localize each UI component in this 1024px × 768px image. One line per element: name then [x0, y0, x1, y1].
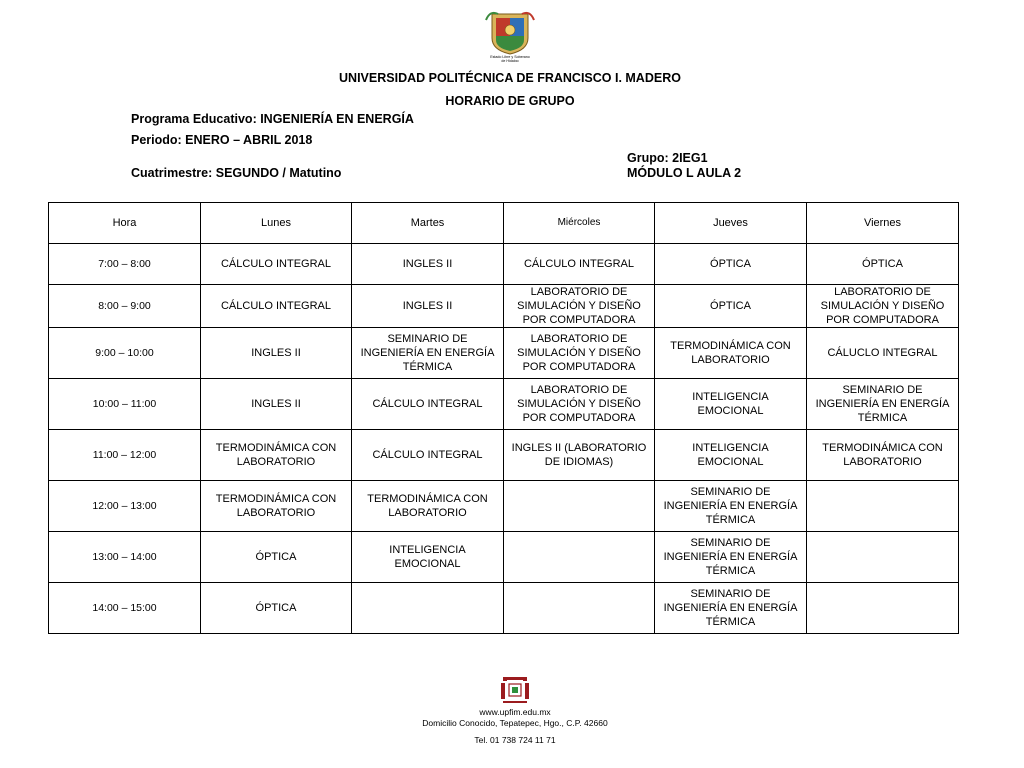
class-cell [352, 583, 504, 634]
period-label: Periodo: ENERO – ABRIL 2018 [131, 133, 313, 147]
class-cell: CÁLCULO INTEGRAL [201, 244, 352, 285]
table-row [49, 328, 959, 379]
time-cell: 9:00 – 10:00 [49, 328, 201, 379]
header-martes: Martes [352, 203, 504, 244]
state-coat-of-arms-icon [484, 8, 536, 62]
class-cell [504, 481, 655, 532]
location-label: MÓDULO L AULA 2 [627, 166, 742, 180]
class-cell: SEMINARIO DE INGENIERÍA EN ENERGÍA TÉRMICA [655, 532, 807, 583]
time-cell: 14:00 – 15:00 [49, 583, 201, 634]
class-cell [807, 481, 959, 532]
footer-address: Domicilio Conocido, Tepatepec, Hgo., C.P. 42660 [422, 718, 608, 728]
table-row [49, 285, 959, 328]
class-cell: CÁLUCLO INTEGRAL [807, 328, 959, 379]
class-cell: LABORATORIO DE SIMULACIÓN Y DISEÑO POR COMPUTADORA [504, 379, 655, 430]
class-cell: TERMODINÁMICA CON LABORATORIO [201, 481, 352, 532]
header-miercoles: Miércoles [504, 203, 655, 244]
table-row [49, 481, 959, 532]
class-cell: SEMINARIO DE INGENIERÍA EN ENERGÍA TÉRMICA [352, 328, 504, 379]
class-cell: LABORATORIO DE SIMULACIÓN Y DISEÑO POR COMPUTADORA [504, 285, 655, 328]
class-cell: LABORATORIO DE SIMULACIÓN Y DISEÑO POR COMPUTADORA [807, 285, 959, 328]
time-cell: 13:00 – 14:00 [49, 532, 201, 583]
header-lunes: Lunes [201, 203, 352, 244]
class-cell: INGLES II [201, 379, 352, 430]
class-cell: SEMINARIO DE INGENIERÍA EN ENERGÍA TÉRMICA [655, 481, 807, 532]
class-cell: ÓPTICA [201, 532, 352, 583]
schedule-title: HORARIO DE GRUPO [445, 94, 575, 108]
time-cell: 12:00 – 13:00 [49, 481, 201, 532]
class-cell: ÓPTICA [655, 285, 807, 328]
table-row [49, 532, 959, 583]
table-row [49, 379, 959, 430]
class-cell: CÁLCULO INTEGRAL [504, 244, 655, 285]
class-cell [504, 532, 655, 583]
footer-website: www.upfim.edu.mx [479, 707, 551, 717]
class-cell [807, 583, 959, 634]
class-cell [504, 583, 655, 634]
class-cell: TERMODINÁMICA CON LABORATORIO [352, 481, 504, 532]
schedule-table [48, 202, 959, 634]
class-cell: INTELIGENCIA EMOCIONAL [655, 430, 807, 481]
class-cell: INGLES II [352, 244, 504, 285]
class-cell: INGLES II [201, 328, 352, 379]
class-cell: SEMINARIO DE INGENIERÍA EN ENERGÍA TÉRMICA [655, 583, 807, 634]
class-cell: INGLES II [352, 285, 504, 328]
class-cell: ÓPTICA [807, 244, 959, 285]
time-cell: 7:00 – 8:00 [49, 244, 201, 285]
university-name: UNIVERSIDAD POLITÉCNICA DE FRANCISCO I. MADERO [339, 71, 681, 85]
group-label: Grupo: 2IEG1 [627, 151, 708, 165]
class-cell: INTELIGENCIA EMOCIONAL [655, 379, 807, 430]
class-cell: SEMINARIO DE INGENIERÍA EN ENERGÍA TÉRMICA [807, 379, 959, 430]
class-cell: CÁLCULO INTEGRAL [201, 285, 352, 328]
header-viernes: Viernes [807, 203, 959, 244]
class-cell: ÓPTICA [655, 244, 807, 285]
header-jueves: Jueves [655, 203, 807, 244]
class-cell: CÁLCULO INTEGRAL [352, 379, 504, 430]
class-cell: INGLES II (LABORATORIO DE IDIOMAS) [504, 430, 655, 481]
seal-caption-line-1: Estado Libre y Soberano [490, 55, 530, 59]
university-logo-icon [499, 673, 531, 705]
class-cell: TERMODINÁMICA CON LABORATORIO [807, 430, 959, 481]
time-cell: 10:00 – 11:00 [49, 379, 201, 430]
class-cell: CÁLCULO INTEGRAL [352, 430, 504, 481]
class-cell: ÓPTICA [201, 583, 352, 634]
program-label: Programa Educativo: INGENIERÍA EN ENERGÍA [131, 112, 414, 126]
header-hora: Hora [49, 203, 201, 244]
time-cell: 11:00 – 12:00 [49, 430, 201, 481]
class-cell: TERMODINÁMICA CON LABORATORIO [201, 430, 352, 481]
term-label: Cuatrimestre: SEGUNDO / Matutino [131, 166, 342, 180]
table-row [49, 583, 959, 634]
class-cell: INTELIGENCIA EMOCIONAL [352, 532, 504, 583]
class-cell: TERMODINÁMICA CON LABORATORIO [655, 328, 807, 379]
class-cell [807, 532, 959, 583]
table-row [49, 244, 959, 285]
time-cell: 8:00 – 9:00 [49, 285, 201, 328]
schedule-header-row [49, 203, 959, 244]
class-cell: LABORATORIO DE SIMULACIÓN Y DISEÑO POR COMPUTADORA [504, 328, 655, 379]
footer-phone: Tel. 01 738 724 11 71 [474, 735, 556, 745]
seal-caption-line-2: de Hidalgo [501, 59, 519, 62]
table-row [49, 430, 959, 481]
